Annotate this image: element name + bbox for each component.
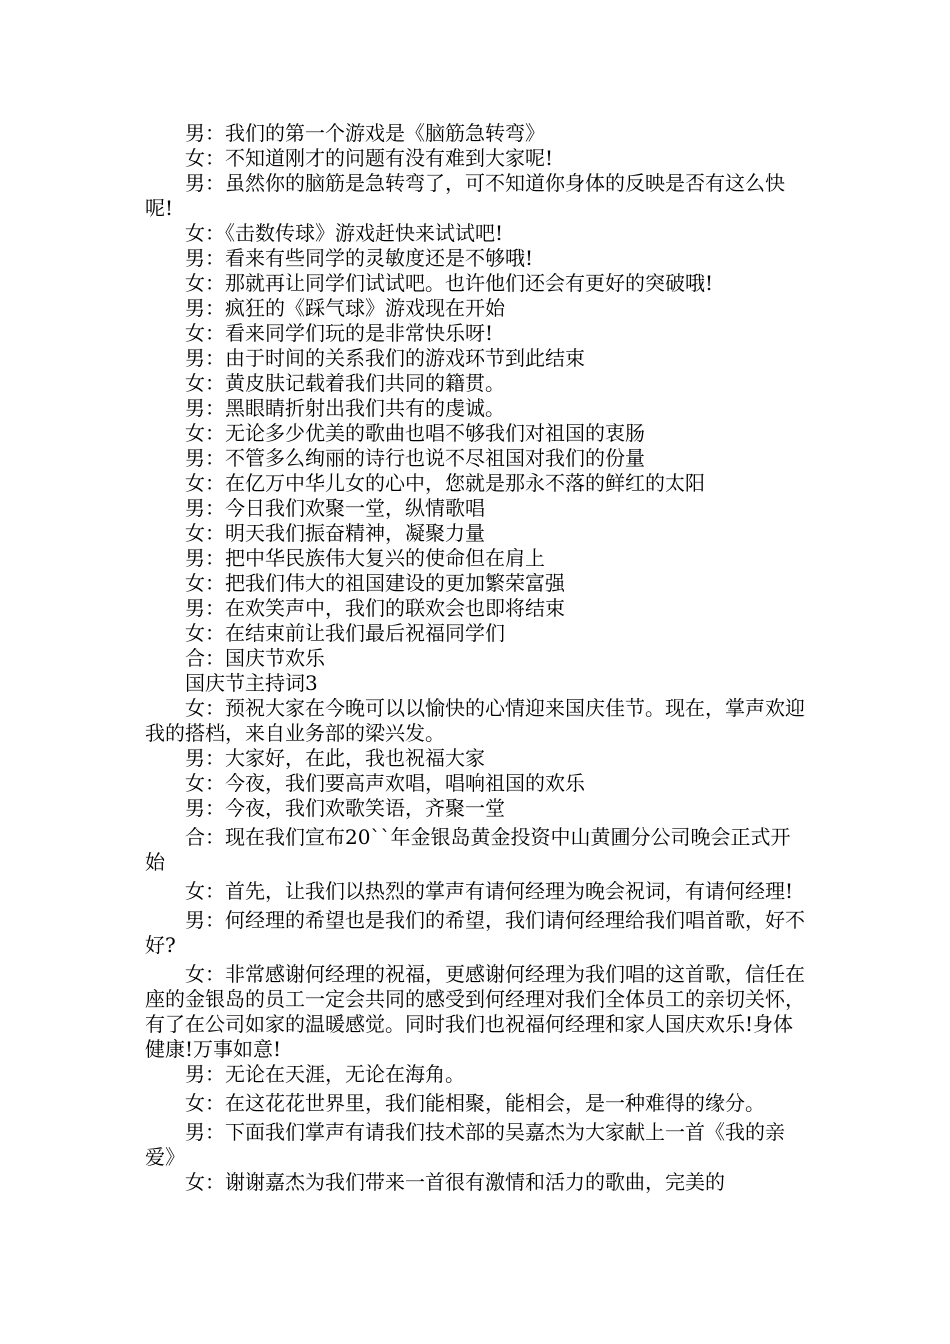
paragraph: 男：无论在天涯，无论在海角。 — [185, 1062, 465, 1086]
paragraph: 女：不知道刚才的问题有没有难到大家呢! — [185, 146, 554, 170]
paragraph: 女：《击数传球》游戏赶快来试试吧! — [185, 221, 504, 245]
paragraph: 合：现在我们宣布20``年金银岛黄金投资中山黄圃分公司晚会正式开始 — [145, 825, 791, 874]
paragraph: 女：谢谢嘉杰为我们带来一首很有激情和活力的歌曲，完美的 — [185, 1170, 725, 1194]
paragraph: 男：把中华民族伟大复兴的使命但在肩上 — [185, 546, 545, 570]
paragraph: 男：由于时间的关系我们的游戏环节到此结束 — [185, 346, 585, 370]
paragraph: 男：今夜，我们欢歌笑语，齐聚一堂 — [185, 796, 505, 820]
paragraph: 男：何经理的希望也是我们的希望，我们请何经理给我们唱首歌，好不好? — [145, 908, 805, 957]
paragraph: 女：预祝大家在今晚可以以愉快的心情迎来国庆佳节。现在，掌声欢迎我的搭档，来自业务部的梁兴发。 — [145, 696, 805, 745]
paragraph: 男：大家好，在此，我也祝福大家 — [185, 746, 485, 770]
paragraph: 男：疯狂的《踩气球》游戏现在开始 — [185, 296, 505, 320]
paragraph: 女：黄皮肤记载着我们共同的籍贯。 — [185, 371, 505, 395]
paragraph: 男：下面我们掌声有请我们技术部的吴嘉杰为大家献上一首《我的亲爱》 — [145, 1120, 785, 1169]
paragraph: 女：首先，让我们以热烈的掌声有请何经理为晚会祝词，有请何经理! — [185, 879, 794, 903]
paragraph: 女：看来同学们玩的是非常快乐呀! — [185, 321, 494, 345]
document-body — [145, 121, 810, 1195]
paragraph: 合：国庆节欢乐 — [185, 646, 325, 670]
paragraph: 女：在结束前让我们最后祝福同学们 — [185, 621, 505, 645]
paragraph: 女：今夜，我们要高声欢唱，唱响祖国的欢乐 — [185, 771, 585, 795]
paragraph: 男：看来有些同学的灵敏度还是不够哦! — [185, 246, 534, 270]
paragraph: 女：非常感谢何经理的祝福，更感谢何经理为我们唱的这首歌，信任在座的金银岛的员工一定会共同的感受到何经理对我们全体员工的亲切关怀，有了在公司如家的温暖感觉。同时我们也祝福何经理和家人国庆欢乐!身体健康!万事如意! — [145, 962, 805, 1061]
paragraph: 女：那就再让同学们试试吧。也许他们还会有更好的突破哦! — [185, 271, 714, 295]
paragraph: 男：虽然你的脑筋是急转弯了，可不知道你身体的反映是否有这么快呢! — [145, 171, 785, 220]
paragraph: 女：明天我们振奋精神，凝聚力量 — [185, 521, 485, 545]
section-heading: 国庆节主持词3 — [185, 671, 318, 695]
paragraph: 女：在亿万中华儿女的心中，您就是那永不落的鲜红的太阳 — [185, 471, 705, 495]
paragraph: 男：我们的第一个游戏是《脑筋急转弯》 — [185, 121, 545, 145]
paragraph: 男：黑眼睛折射出我们共有的虔诚。 — [185, 396, 505, 420]
paragraph: 女：在这花花世界里，我们能相聚，能相会，是一种难得的缘分。 — [185, 1091, 765, 1115]
paragraph: 男：在欢笑声中，我们的联欢会也即将结束 — [185, 596, 565, 620]
paragraph: 男：今日我们欢聚一堂，纵情歌唱 — [185, 496, 485, 520]
paragraph: 男：不管多么绚丽的诗行也说不尽祖国对我们的份量 — [185, 446, 645, 470]
paragraph: 女：把我们伟大的祖国建设的更加繁荣富强 — [185, 571, 565, 595]
paragraph: 女：无论多少优美的歌曲也唱不够我们对祖国的衷肠 — [185, 421, 645, 445]
